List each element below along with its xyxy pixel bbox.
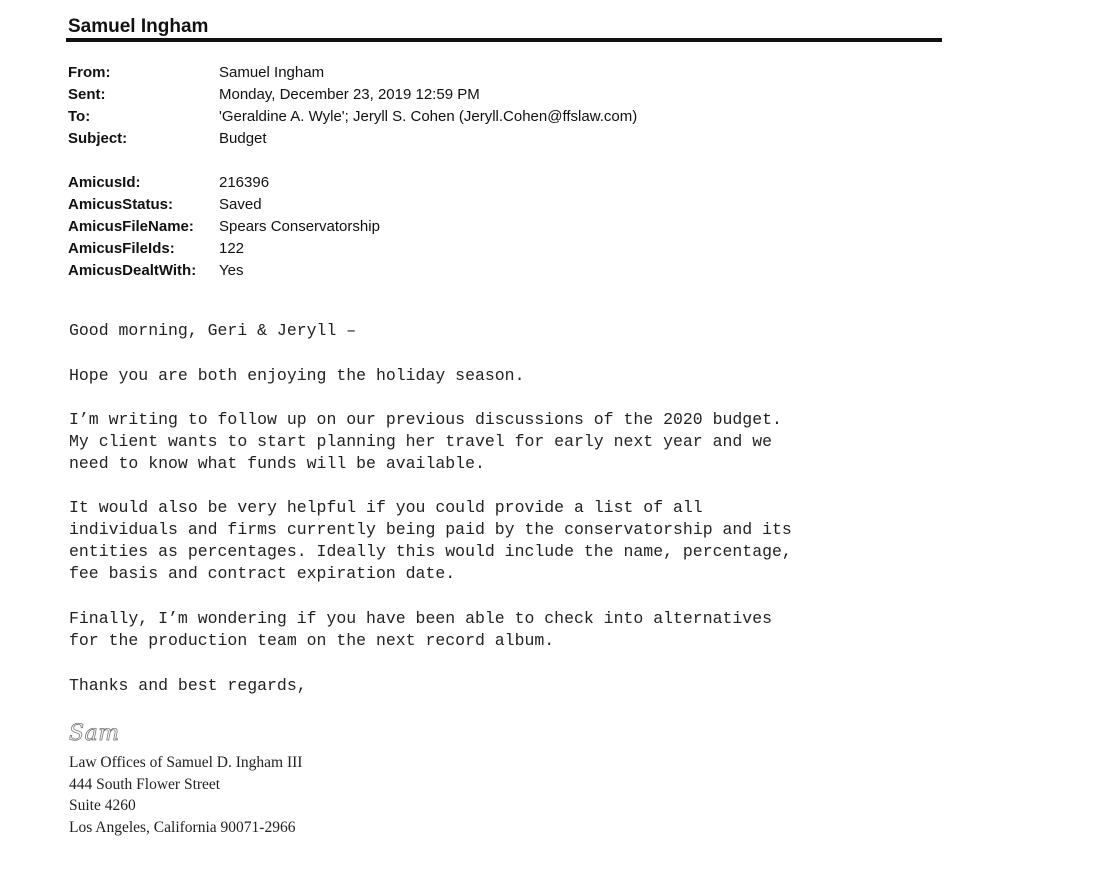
from-value: Samuel Ingham <box>219 64 325 81</box>
to-label: To: <box>68 108 91 125</box>
body-greeting: Good morning, Geri & Jeryll – <box>69 321 357 340</box>
amicus-metadata <box>68 172 380 282</box>
amicus-dealtwith-label: AmicusDealtWith: <box>68 262 197 279</box>
amicus-status-label: AmicusStatus: <box>68 196 174 213</box>
header-row-to <box>68 106 637 128</box>
to-value: 'Geraldine A. Wyle'; Jeryll S. Cohen (Jeryll.Cohen@ffslaw.com) <box>219 108 638 125</box>
amicus-fileids-label: AmicusFileIds: <box>68 240 175 257</box>
signature-street: 444 South Flower Street <box>69 775 221 793</box>
amicus-row-status <box>68 194 380 216</box>
amicus-status-value: Saved <box>219 196 262 213</box>
amicus-row-filename <box>68 216 380 238</box>
email-headers <box>68 62 637 150</box>
header-row-subject <box>68 128 637 150</box>
sent-label: Sent: <box>68 86 106 103</box>
signature-script: Sam <box>69 721 120 746</box>
amicus-id-value: 216396 <box>219 174 270 191</box>
signature-suite: Suite 4260 <box>69 797 136 814</box>
from-label: From: <box>68 64 111 81</box>
sent-value: Monday, December 23, 2019 12:59 PM <box>219 86 480 103</box>
amicus-row-dealtwith <box>68 260 380 282</box>
amicus-id-label: AmicusId: <box>68 174 141 191</box>
sender-name-heading: Samuel Ingham <box>68 16 209 37</box>
heading-divider <box>66 38 942 42</box>
amicus-filename-value: Spears Conservatorship <box>219 218 380 235</box>
amicus-row-id <box>68 172 380 194</box>
signature-city: Los Angeles, California 90071-2966 <box>69 818 296 836</box>
header-row-from <box>68 62 637 84</box>
body-paragraph-holiday: Hope you are both enjoying the holiday season. <box>69 366 525 385</box>
body-closing: Thanks and best regards, <box>69 676 307 695</box>
amicus-filename-label: AmicusFileName: <box>68 218 194 235</box>
body-paragraph-payees: It would also be very helpful if you could provide a list of all individuals and firms currently being paid by the conservatorship and its entities as percentages. Ideally this would include the name, percentage, fee basis and contract expiration date. <box>69 498 792 583</box>
amicus-fileids-value: 122 <box>219 240 245 257</box>
amicus-dealtwith-value: Yes <box>219 262 244 279</box>
body-paragraph-production: Finally, I’m wondering if you have been able to check into alternatives for the production team on the next record album. <box>69 609 773 650</box>
subject-value: Budget <box>219 130 267 147</box>
header-row-sent <box>68 84 637 106</box>
subject-label: Subject: <box>68 130 128 147</box>
signature-block <box>69 752 302 838</box>
amicus-row-fileids <box>68 238 380 260</box>
body-paragraph-budget: I’m writing to follow up on our previous discussions of the 2020 budget. My client wants to start planning her travel for early next year and we need to know what funds will be available. <box>69 410 782 473</box>
signature-firm: Law Offices of Samuel D. Ingham III <box>69 754 303 771</box>
